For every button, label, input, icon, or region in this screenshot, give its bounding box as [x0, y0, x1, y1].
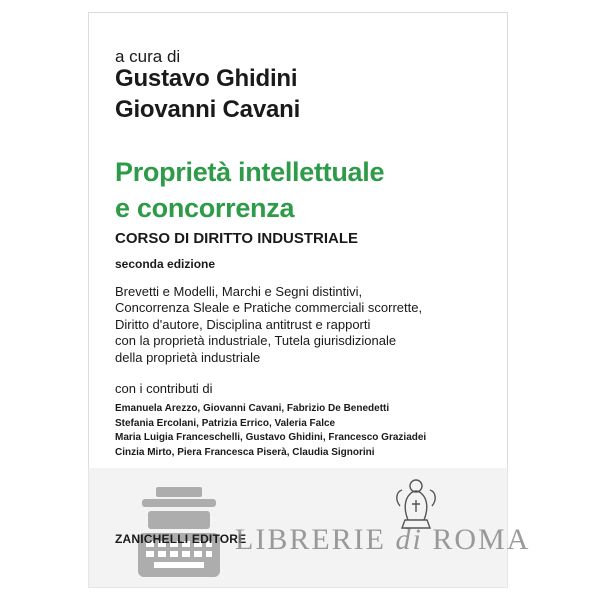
topics-description: [115, 284, 422, 366]
author-name: Gustavo Ghidini: [115, 65, 298, 92]
watermark-text-end: ROMA: [422, 523, 531, 556]
curator-label: a cura di: [115, 47, 181, 66]
topics-line: Concorrenza Sleale e Pratiche commerciali scorrette,: [115, 300, 423, 316]
contributors-line: Stefania Ercolani, Patrizia Errico, Valeria Falce: [115, 417, 336, 429]
watermark-text: [235, 523, 530, 557]
book-title-line: e concorrenza: [115, 193, 295, 223]
topics-line: della proprietà industriale: [115, 349, 261, 365]
topics-line: con la proprietà industriale, Tutela giurisdizionale: [115, 333, 397, 349]
topics-line: Diritto d'autore, Disciplina antitrust e rapporti: [115, 316, 371, 332]
topics-line: Brevetti e Modelli, Marchi e Segni distintivi,: [115, 284, 363, 299]
author-name: Giovanni Cavani: [115, 96, 301, 123]
contributors-list: [115, 402, 426, 461]
contributors-line: Emanuela Arezzo, Giovanni Cavani, Fabrizio De Benedetti: [115, 403, 390, 414]
publisher-name: ZANICHELLI EDITORE: [115, 532, 247, 546]
book-subtitle: CORSO DI DIRITTO INDUSTRIALE: [115, 230, 359, 247]
edition-label: seconda edizione: [115, 257, 216, 271]
watermark-text-main: LIBRERIE: [235, 523, 396, 556]
contributors-line: Maria Luigia Franceschelli, Gustavo Ghidini, Francesco Graziadei: [115, 432, 427, 444]
contributors-line: Cinzia Mirto, Piera Francesca Piserà, Claudia Signorini: [115, 447, 375, 459]
watermark-text-di: di: [395, 523, 423, 556]
emblem-icon: [392, 476, 440, 532]
contributors-label: con i contributi di: [115, 381, 213, 396]
book-title-line: Proprietà intellettuale: [115, 157, 385, 187]
